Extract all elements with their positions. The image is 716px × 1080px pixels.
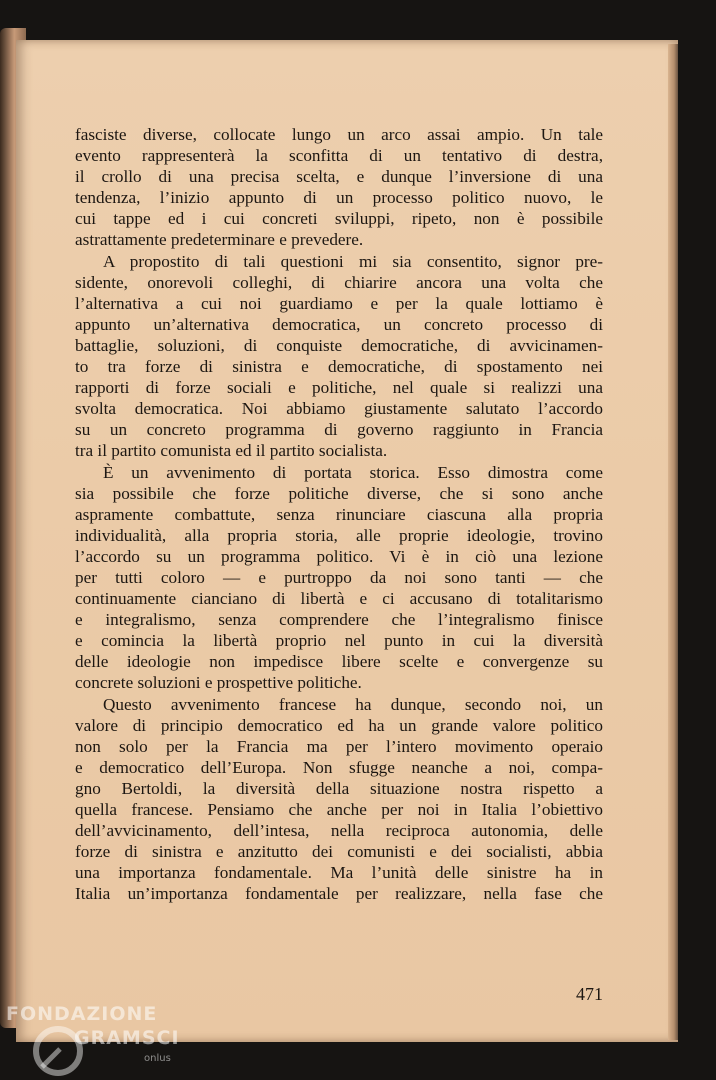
text-line: forze di sinistra e anzitutto dei comunisti e dei socialisti, abbia bbox=[75, 842, 603, 862]
text-line: aspramente combattute, senza rinunciare ciascuna alla propria bbox=[75, 504, 603, 524]
text-line: e integralismo, senza comprendere che l’integralismo finisce bbox=[75, 610, 603, 630]
text-line: concrete soluzioni e prospettive politiche. bbox=[75, 673, 362, 693]
page-stack-edge bbox=[668, 44, 678, 1040]
watermark-line-2: GRAMSCI bbox=[74, 1027, 180, 1049]
text-line: astrattamente predeterminare e prevedere. bbox=[75, 230, 364, 250]
text-line: sidente, onorevoli colleghi, di chiarire ancora una volta che bbox=[75, 272, 603, 292]
page-number: 471 bbox=[576, 984, 603, 1004]
text-line: appunto un’alternativa democratica, un concreto processo di bbox=[75, 314, 603, 334]
watermark-line-1: FONDAZIONE bbox=[6, 1003, 158, 1025]
text-line: Questo avvenimento francese ha dunque, secondo noi, un bbox=[103, 694, 603, 714]
text-line: È un avvenimento di portata storica. Esso dimostra come bbox=[103, 462, 603, 482]
text-line: A propostito di tali questioni mi sia consentito, signor pre- bbox=[103, 251, 603, 271]
text-line: tra il partito comunista ed il partito socialista. bbox=[75, 441, 388, 461]
text-line: dell’avvicinamento, dell’intesa, nella reciproca autonomia, delle bbox=[75, 821, 603, 841]
text-line: per tutti coloro — e purtroppo da noi sono tanti — che bbox=[75, 567, 603, 587]
text-line: rapporti di forze sociali e politiche, nel quale si realizzi una bbox=[75, 378, 603, 398]
text-line: una importanza fondamentale. Ma l’unità delle sinistre ha in bbox=[75, 863, 603, 883]
text-line: valore di principio democratico ed ha un grande valore politico bbox=[75, 715, 603, 735]
text-line: fasciste diverse, collocate lungo un arco assai ampio. Un tale bbox=[75, 125, 603, 144]
fondazione-gramsci-watermark bbox=[4, 1001, 194, 1077]
text-line: delle ideologie non impedisce libere scelte e convergenze su bbox=[75, 652, 603, 672]
text-line: Italia un’importanza fondamentale per realizzare, nella fase che bbox=[75, 884, 603, 904]
text-line: svolta democratica. Noi abbiamo giustamente salutato l’accordo bbox=[75, 399, 603, 419]
text-line: individualità, alla propria storia, alle proprie ideologie, trovino bbox=[75, 525, 603, 545]
text-line: gno Bertoldi, la diversità della situazione nostra rispetto a bbox=[75, 778, 603, 798]
text-line: l’accordo su un programma politico. Vi è in ciò una lezione bbox=[75, 546, 603, 566]
text-line: e comincia la libertà proprio nel punto in cui la diversità bbox=[75, 631, 603, 651]
watermark-subtitle: onlus bbox=[144, 1053, 171, 1064]
text-line: quella francese. Pensiamo che anche per noi in Italia l’obiettivo bbox=[75, 800, 603, 819]
text-line: evento rappresenterà la sconfitta di un tentativo di destra, bbox=[75, 146, 603, 166]
text-line: sia possibile che forze politiche diverse, che si sono anche bbox=[75, 483, 603, 503]
text-line: to tra forze di sinistra e democratiche, di spostamento nei bbox=[75, 357, 603, 377]
text-line: l’alternativa a cui noi guardiamo e per la quale lottiamo è bbox=[75, 293, 603, 313]
text-line: cui tappe ed i cui concreti sviluppi, ripeto, non è possibile bbox=[75, 209, 603, 229]
text-line: il crollo di una precisa scelta, e dunque l’inversione di una bbox=[75, 167, 603, 187]
text-line: tendenza, l’inizio appunto di un processo politico nuovo, le bbox=[75, 188, 603, 208]
text-line: su un concreto programma di governo raggiunto in Francia bbox=[75, 420, 603, 440]
text-line: non solo per la Francia ma per l’intero movimento operaio bbox=[75, 736, 603, 756]
text-line: battaglie, soluzioni, di conquiste democratiche, di avvicinamen- bbox=[75, 335, 603, 355]
text-line: continuamente cianciano di libertà e ci accusano di totalitarismo bbox=[75, 589, 603, 609]
text-line: e democratico dell’Europa. Non sfugge neanche a noi, compa- bbox=[75, 757, 603, 777]
body-text bbox=[75, 124, 603, 904]
